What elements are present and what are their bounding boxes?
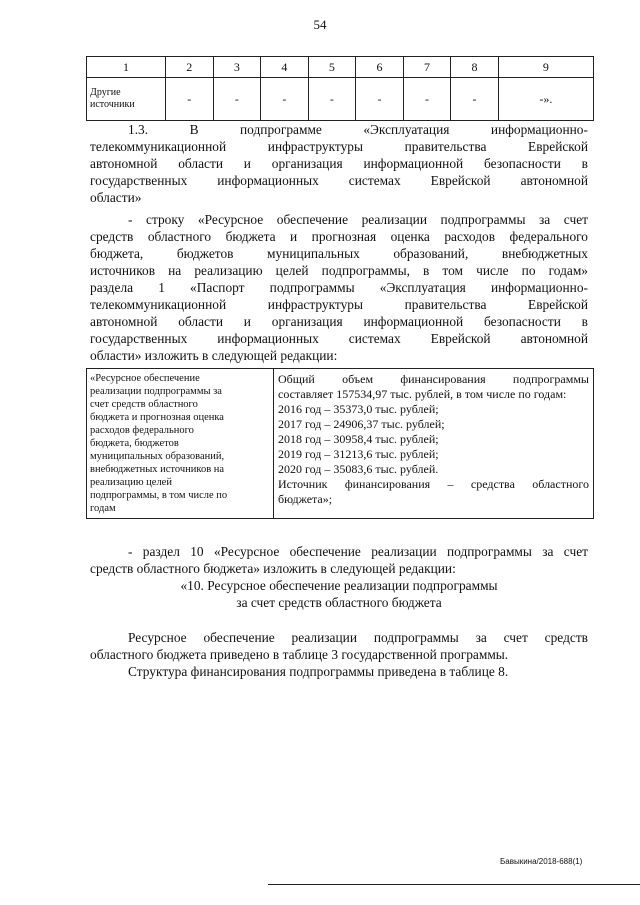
- text-word: подпрограмме: [240, 122, 322, 137]
- cell-line: годам: [90, 503, 116, 514]
- text-word: «Эксплуатация: [363, 122, 450, 137]
- resource-value-cell: [274, 369, 594, 519]
- table-cell: -: [213, 78, 261, 121]
- section-title-line: «10. Ресурсное обеспечение реализации подпрограммы: [180, 578, 498, 593]
- table-cell: -».: [498, 78, 593, 121]
- table-cell: -: [356, 78, 404, 121]
- paragraph-line: бюджета, бюджетов муниципальных образований, внебюджетных: [90, 246, 588, 261]
- paragraph-line: автономной области и организация информационной безопасности в: [90, 314, 588, 329]
- funding-sources-table: [86, 56, 594, 121]
- cell-line: внебюджетных источников на: [90, 464, 225, 475]
- paragraph-line: государственных информационных системах Еврейской автономной: [90, 331, 588, 346]
- table-row: [87, 369, 594, 519]
- paragraph-line: раздела 1 «Паспорт подпрограммы «Эксплуатация информационно-: [90, 280, 588, 295]
- paragraph-line: источников на реализацию целей подпрограммы, в том числе по годам»: [90, 263, 588, 278]
- cell-line: составляет 157534,97 тыс. рублей, в том числе по годам:: [278, 387, 567, 401]
- resource-table: [86, 368, 594, 519]
- paragraph-resource-support: [90, 629, 588, 663]
- paragraph-line: телекоммуникационной инфраструктуры правительства Еврейской: [90, 297, 588, 312]
- text-word: информационно-: [490, 122, 588, 137]
- table-cell: -: [261, 78, 309, 121]
- page-number: 54: [313, 17, 327, 32]
- paragraph-line: области» изложить в следующей редакции:: [90, 348, 338, 363]
- footer-divider: [268, 884, 640, 885]
- paragraph-line: автономной области и организация информационной безопасности в: [90, 156, 588, 171]
- table-cell: -: [166, 78, 214, 121]
- cell-line: реализации подпрограммы за: [90, 386, 222, 397]
- cell-line: счет средств областного: [90, 399, 198, 410]
- cell-line: 2017 год – 24906,37 тыс. рублей;: [278, 417, 445, 431]
- paragraph-line: - раздел 10 «Ресурсное обеспечение реализации подпрограммы за счет: [128, 544, 588, 559]
- cell-line: расходов федерального: [90, 425, 194, 436]
- paragraph-line: средств областного бюджета и прогнозная оценка расходов федерального: [90, 229, 588, 244]
- table-header-row: [87, 57, 594, 78]
- resource-label-cell: [87, 369, 274, 519]
- cell-line: 2019 год – 31213,6 тыс. рублей;: [278, 447, 439, 461]
- column-header: 2: [166, 57, 214, 78]
- cell-line: «Ресурсное обеспечение: [90, 373, 200, 384]
- paragraph-resource-line: [90, 211, 588, 364]
- paragraph-line: областного бюджета приведено в таблице 3 государственной программы.: [90, 647, 509, 662]
- paragraph-section-10: [90, 543, 588, 577]
- paragraph-line: - строку «Ресурсное обеспечение реализации подпрограммы за счет: [128, 212, 588, 227]
- text-word: В: [189, 122, 199, 137]
- table-cell: -: [308, 78, 356, 121]
- cell-line: 2016 год – 35373,0 тыс. рублей;: [278, 402, 439, 416]
- column-header: 8: [451, 57, 499, 78]
- paragraph-line: телекоммуникационной инфраструктуры правительства Еврейской: [90, 139, 588, 154]
- section-title-line: за счет средств областного бюджета: [236, 595, 442, 610]
- column-header: 9: [498, 57, 593, 78]
- section-title: [90, 577, 588, 611]
- paragraph-line: [90, 121, 588, 138]
- cell-line: 2018 год – 30958,4 тыс. рублей;: [278, 432, 439, 446]
- cell-line: бюджета, бюджетов: [90, 438, 179, 449]
- cell-line: Источник финансирования – средства областного: [278, 477, 589, 491]
- column-header: 4: [261, 57, 309, 78]
- cell-line: муниципальных образований,: [90, 451, 225, 462]
- cell-line: реализацию целей: [90, 477, 172, 488]
- cell-line: подпрограммы, в том числе по: [90, 490, 228, 501]
- column-header: 1: [87, 57, 166, 78]
- cell-line: Общий объем финансирования подпрограммы: [278, 372, 589, 386]
- column-header: 3: [213, 57, 261, 78]
- column-header: 6: [356, 57, 404, 78]
- table-cell: Другие источники: [87, 78, 166, 121]
- paragraph-1-3: [90, 121, 588, 206]
- paragraph-structure: Структура финансирования подпрограммы приведена в таблице 8.: [128, 664, 509, 679]
- cell-line: 2020 год – 35083,6 тыс. рублей.: [278, 462, 439, 476]
- table-cell: -: [403, 78, 451, 121]
- paragraph-line: средств областного бюджета» изложить в следующей редакции:: [90, 561, 456, 576]
- table-row: [87, 78, 594, 121]
- text-word: 1.3.: [128, 122, 149, 137]
- cell-line: бюджета»;: [278, 492, 333, 506]
- document-code: Бавыкина/2018-688(1): [500, 857, 583, 866]
- paragraph-line: области»: [90, 190, 142, 205]
- cell-line: бюджета и прогнозная оценка: [90, 412, 224, 423]
- column-header: 5: [308, 57, 356, 78]
- paragraph-line: Ресурсное обеспечение реализации подпрограммы за счет средств: [128, 630, 588, 645]
- column-header: 7: [403, 57, 451, 78]
- paragraph-line: государственных информационных системах Еврейской автономной: [90, 173, 588, 188]
- table-cell: -: [451, 78, 499, 121]
